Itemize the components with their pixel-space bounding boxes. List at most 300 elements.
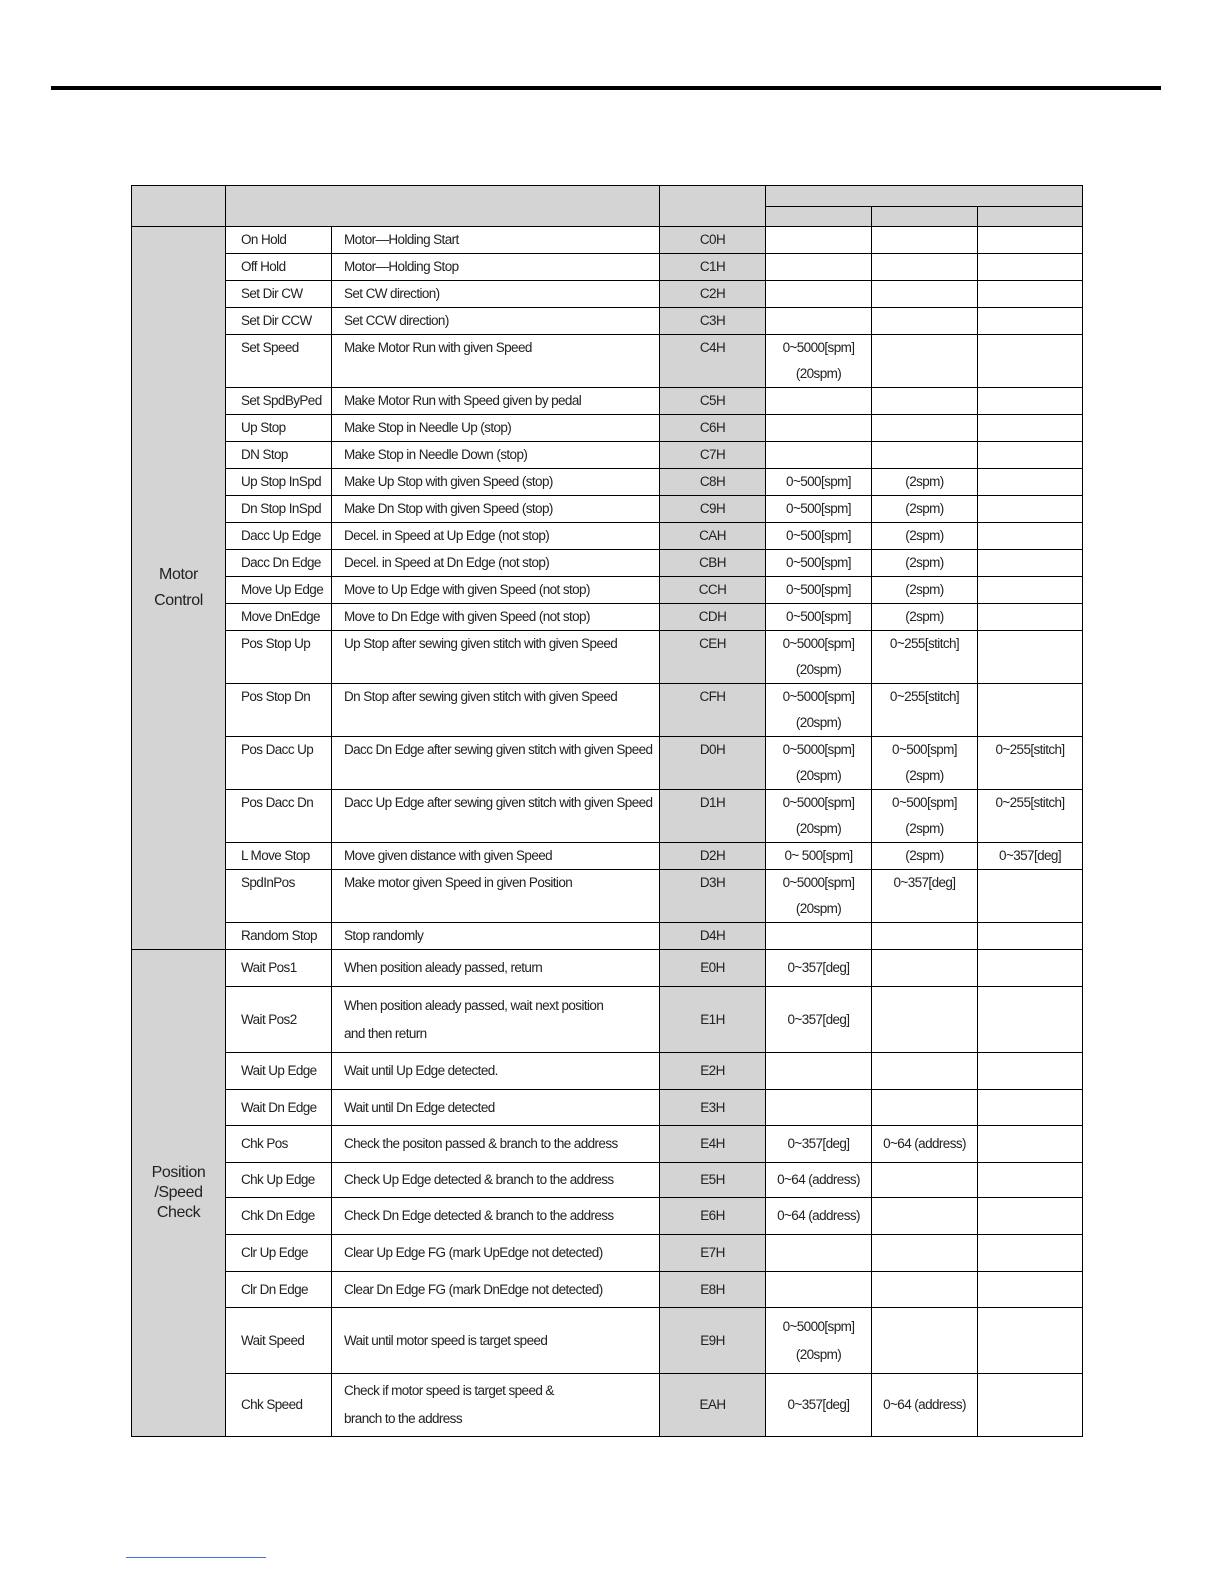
table-row: [132, 496, 1083, 523]
param1-value: 0~500[spm]: [786, 609, 851, 624]
header-cell-code: [660, 186, 766, 227]
param1-cell: [766, 923, 872, 950]
table-row: [132, 1163, 1083, 1198]
description-line: Check the positon passed & branch to the address: [344, 1136, 618, 1151]
param3-cell: [978, 737, 1083, 790]
table-row: [132, 790, 1083, 843]
description-line: Clear Dn Edge FG (mark DnEdge not detected): [344, 1281, 603, 1297]
param3-cell: [978, 442, 1083, 469]
command-code: D3H: [660, 870, 766, 923]
param3-cell: [978, 1090, 1083, 1126]
param2-cell: [872, 987, 978, 1053]
table-row: [132, 1374, 1083, 1437]
param3-cell: [978, 335, 1083, 388]
table-header-row: [132, 186, 1083, 207]
command-code: E7H: [660, 1235, 766, 1272]
command-name: Pos Stop Up: [226, 631, 332, 684]
param3-cell: [978, 987, 1083, 1053]
param1-cell: [766, 604, 872, 631]
command-code: D4H: [660, 923, 766, 950]
description-line: Check Up Edge detected & branch to the address: [344, 1172, 614, 1187]
param1-cell: [766, 1163, 872, 1198]
param1-cell: [766, 631, 872, 684]
param3-cell: [978, 1126, 1083, 1163]
param1-cell: [766, 684, 872, 737]
table-row: [132, 737, 1083, 790]
param2-cell: [872, 1272, 978, 1308]
table-row: [132, 604, 1083, 631]
command-code: EAH: [660, 1374, 766, 1437]
param1-value: 0~ 500[spm]: [784, 848, 853, 863]
table-row: [132, 281, 1083, 308]
param1-cell: [766, 950, 872, 987]
description-line: branch to the address: [344, 1411, 462, 1426]
command-description: [332, 1090, 660, 1126]
param1-cell: [766, 523, 872, 550]
param2-cell: [872, 227, 978, 254]
description-line: Clear Up Edge FG (mark UpEdge not detected): [344, 1245, 603, 1260]
description-line: Wait until motor speed is target speed: [344, 1332, 548, 1348]
param2-value: 0~500[spm]: [892, 795, 957, 810]
header-cell-param2: [872, 207, 978, 227]
motor-control-section: [132, 227, 1083, 950]
param1-cell: [766, 227, 872, 254]
param3-cell: [978, 843, 1083, 870]
command-name: Dacc Up Edge: [226, 523, 332, 550]
param2-value: (2spm): [905, 848, 944, 863]
table-row: [132, 254, 1083, 281]
table-row: [132, 469, 1083, 496]
param1-cell: [766, 1198, 872, 1235]
command-description: Up Stop after sewing given stitch with given Speed: [332, 631, 660, 684]
param3-cell: [978, 388, 1083, 415]
command-code: CFH: [660, 684, 766, 737]
param3-cell: [978, 523, 1083, 550]
param1-value: 0~5000[spm]: [782, 795, 855, 810]
param1-value: 0~5000[spm]: [782, 742, 855, 757]
param2-value: (2spm): [905, 609, 944, 624]
command-description: Make Stop in Needle Up (stop): [332, 415, 660, 442]
param1-cell: [766, 335, 872, 388]
command-code: C1H: [660, 254, 766, 281]
command-name: Wait Pos2: [226, 987, 332, 1053]
param3-cell: [978, 550, 1083, 577]
command-description: [332, 1272, 660, 1308]
command-code: E5H: [660, 1163, 766, 1198]
command-description: [332, 1235, 660, 1272]
command-description: Make Up Stop with given Speed (stop): [332, 469, 660, 496]
table-row: [132, 1272, 1083, 1308]
param1-value: 0~500[spm]: [786, 528, 851, 543]
table-row: [132, 987, 1083, 1053]
param1-cell: [766, 843, 872, 870]
command-name: Set Dir CCW: [226, 308, 332, 335]
param1-cell: [766, 1053, 872, 1090]
table-row: [132, 523, 1083, 550]
param1-cell: [766, 415, 872, 442]
param1-value: 0~500[spm]: [786, 582, 851, 597]
table-row: [132, 684, 1083, 737]
command-code: CEH: [660, 631, 766, 684]
param1-cell: [766, 1374, 872, 1437]
param3-cell: [978, 254, 1083, 281]
command-description: Dacc Up Edge after sewing given stitch with given Speed: [332, 790, 660, 843]
param2-value: (2spm): [905, 555, 944, 570]
param1-cell: [766, 442, 872, 469]
param3-cell: [978, 870, 1083, 923]
param2-cell: [872, 790, 978, 843]
command-description: Decel. in Speed at Dn Edge (not stop): [332, 550, 660, 577]
header-cell-parameters: [766, 186, 1083, 207]
command-name: Wait Up Edge: [226, 1053, 332, 1090]
param1-step: (20spm): [795, 768, 842, 783]
param2-cell: [872, 604, 978, 631]
param2-cell: [872, 631, 978, 684]
command-description: Move given distance with given Speed: [332, 843, 660, 870]
param1-cell: [766, 281, 872, 308]
command-code: E3H: [660, 1090, 766, 1126]
header-cell-command: [226, 186, 660, 227]
param1-value: 0~64 (address): [777, 1172, 860, 1187]
command-name: Chk Pos: [226, 1126, 332, 1163]
command-name: Pos Dacc Up: [226, 737, 332, 790]
param3-cell: [978, 1374, 1083, 1437]
param1-cell: [766, 870, 872, 923]
command-description: Decel. in Speed at Up Edge (not stop): [332, 523, 660, 550]
command-description: Move to Up Edge with given Speed (not stop): [332, 577, 660, 604]
param3-cell: [978, 1235, 1083, 1272]
command-description: Set CCW direction): [332, 308, 660, 335]
group-label: Position: [151, 1164, 206, 1181]
param3-cell: [978, 308, 1083, 335]
command-code: CAH: [660, 523, 766, 550]
command-code: C6H: [660, 415, 766, 442]
command-code: D2H: [660, 843, 766, 870]
param1-step: (20spm): [795, 366, 842, 381]
command-code: CDH: [660, 604, 766, 631]
table-row: [132, 631, 1083, 684]
param2-cell: [872, 950, 978, 987]
param2-cell: [872, 1308, 978, 1374]
table-row: [132, 335, 1083, 388]
command-name: Pos Stop Dn: [226, 684, 332, 737]
command-description: [332, 1163, 660, 1198]
param1-value: 0~357[deg]: [787, 960, 850, 975]
command-description: [332, 1198, 660, 1235]
param1-cell: [766, 987, 872, 1053]
param2-cell: [872, 254, 978, 281]
command-description: Make Dn Stop with given Speed (stop): [332, 496, 660, 523]
param2-cell: [872, 1053, 978, 1090]
param2-value: 0~255[stitch]: [889, 689, 960, 704]
command-name: Wait Speed: [226, 1308, 332, 1374]
command-code: E4H: [660, 1126, 766, 1163]
param1-cell: [766, 254, 872, 281]
header-cell-param3: [978, 207, 1083, 227]
param2-value: (2spm): [905, 501, 944, 516]
command-code: CBH: [660, 550, 766, 577]
command-name: Chk Up Edge: [226, 1163, 332, 1198]
param1-value: 0~64 (address): [777, 1208, 860, 1223]
param1-step: (20spm): [795, 821, 842, 836]
param3-cell: [978, 1163, 1083, 1198]
table-row: [132, 923, 1083, 950]
footer-link-underline: [126, 1557, 266, 1558]
param1-step: (20spm): [795, 715, 842, 730]
param1-cell: [766, 737, 872, 790]
command-description: Set CW direction): [332, 281, 660, 308]
command-code: E0H: [660, 950, 766, 987]
command-code: CCH: [660, 577, 766, 604]
param2-cell: [872, 870, 978, 923]
table-row: [132, 1053, 1083, 1090]
param1-step: (20spm): [795, 1346, 842, 1362]
command-description: Make Motor Run with given Speed: [332, 335, 660, 388]
command-name: Random Stop: [226, 923, 332, 950]
param2-step: (2spm): [905, 821, 944, 836]
param2-cell: [872, 843, 978, 870]
table-row: [132, 550, 1083, 577]
param1-cell: [766, 1126, 872, 1163]
command-name: Pos Dacc Dn: [226, 790, 332, 843]
param2-cell: [872, 1374, 978, 1437]
param2-value: 0~255[stitch]: [889, 636, 960, 651]
table-row: [132, 1198, 1083, 1235]
header-cell-param1: [766, 207, 872, 227]
param1-value: 0~357[deg]: [787, 1397, 850, 1412]
param1-value: 0~500[spm]: [786, 555, 851, 570]
param2-value: 0~64 (address): [883, 1397, 966, 1412]
description-line: When position aleady passed, return: [344, 960, 543, 975]
command-description: Motor—Holding Start: [332, 227, 660, 254]
param2-cell: [872, 523, 978, 550]
param2-value: 0~357[deg]: [893, 875, 956, 890]
position-speed-section: [132, 950, 1083, 1437]
param1-value: 0~5000[spm]: [782, 1318, 855, 1334]
param2-step: (2spm): [905, 768, 944, 783]
command-code: C8H: [660, 469, 766, 496]
command-name: Chk Dn Edge: [226, 1198, 332, 1235]
command-name: Clr Dn Edge: [226, 1272, 332, 1308]
param1-cell: [766, 388, 872, 415]
command-name: DN Stop: [226, 442, 332, 469]
param3-cell: [978, 469, 1083, 496]
description-line: Check Dn Edge detected & branch to the address: [344, 1208, 614, 1223]
command-description: [332, 987, 660, 1053]
param3-value: 0~255[stitch]: [995, 795, 1065, 810]
param3-cell: [978, 604, 1083, 631]
table-row: [132, 415, 1083, 442]
param3-cell: [978, 1272, 1083, 1308]
command-code: E9H: [660, 1308, 766, 1374]
table-row: [132, 1235, 1083, 1272]
param2-cell: [872, 1126, 978, 1163]
param2-cell: [872, 1198, 978, 1235]
command-code: C3H: [660, 308, 766, 335]
param1-value: 0~357[deg]: [787, 1136, 850, 1151]
command-name: Dn Stop InSpd: [226, 496, 332, 523]
param1-cell: [766, 1235, 872, 1272]
param3-cell: [978, 227, 1083, 254]
param2-cell: [872, 281, 978, 308]
group-position-speed-check: [132, 950, 226, 1437]
description-line: Wait until Up Edge detected.: [344, 1063, 498, 1078]
param2-cell: [872, 1163, 978, 1198]
param3-cell: [978, 496, 1083, 523]
top-rule: [51, 86, 1161, 90]
table-row: [132, 308, 1083, 335]
command-description: Make Motor Run with Speed given by pedal: [332, 388, 660, 415]
command-name: On Hold: [226, 227, 332, 254]
param3-cell: [978, 1308, 1083, 1374]
command-code: E6H: [660, 1198, 766, 1235]
command-description: [332, 1126, 660, 1163]
command-description: Dacc Dn Edge after sewing given stitch with given Speed: [332, 737, 660, 790]
param1-value: 0~5000[spm]: [782, 875, 855, 890]
param1-value: 0~357[deg]: [787, 1011, 850, 1027]
param3-cell: [978, 950, 1083, 987]
command-name: Wait Dn Edge: [226, 1090, 332, 1126]
param2-cell: [872, 442, 978, 469]
param3-cell: [978, 281, 1083, 308]
command-name: Chk Speed: [226, 1374, 332, 1437]
param3-cell: [978, 577, 1083, 604]
command-code: C9H: [660, 496, 766, 523]
param2-cell: [872, 577, 978, 604]
table-row: [132, 843, 1083, 870]
table-row: [132, 1126, 1083, 1163]
table-row: [132, 1090, 1083, 1126]
command-code: E1H: [660, 987, 766, 1053]
command-code: C7H: [660, 442, 766, 469]
param3-cell: [978, 923, 1083, 950]
param1-cell: [766, 469, 872, 496]
table-row: [132, 870, 1083, 923]
param2-cell: [872, 496, 978, 523]
table-row: [132, 950, 1083, 987]
command-description: [332, 1053, 660, 1090]
param2-value: (2spm): [905, 474, 944, 489]
param3-cell: [978, 1198, 1083, 1235]
param2-value: 0~64 (address): [883, 1136, 966, 1151]
param3-cell: [978, 415, 1083, 442]
param1-value: 0~500[spm]: [786, 474, 851, 489]
param1-step: (20spm): [795, 662, 842, 677]
command-name: Set SpdByPed: [226, 388, 332, 415]
param1-cell: [766, 1308, 872, 1374]
param2-cell: [872, 335, 978, 388]
command-name: Dacc Dn Edge: [226, 550, 332, 577]
param2-cell: [872, 1090, 978, 1126]
command-name: Up Stop InSpd: [226, 469, 332, 496]
param1-cell: [766, 1090, 872, 1126]
command-name: SpdInPos: [226, 870, 332, 923]
group-motor-control: [132, 227, 226, 950]
command-code: C0H: [660, 227, 766, 254]
param1-value: 0~500[spm]: [786, 501, 851, 516]
command-name: Off Hold: [226, 254, 332, 281]
param1-cell: [766, 577, 872, 604]
command-name: Move DnEdge: [226, 604, 332, 631]
param1-cell: [766, 308, 872, 335]
param1-value: 0~5000[spm]: [782, 340, 855, 355]
param2-value: (2spm): [905, 582, 944, 597]
description-line: Check if motor speed is target speed &: [344, 1383, 554, 1398]
param1-cell: [766, 1272, 872, 1308]
param2-value: (2spm): [905, 528, 944, 543]
param3-value: 0~357[deg]: [999, 848, 1061, 863]
param1-value: 0~5000[spm]: [782, 636, 855, 651]
command-description: [332, 1374, 660, 1437]
param1-cell: [766, 496, 872, 523]
command-description: Make motor given Speed in given Position: [332, 870, 660, 923]
param2-cell: [872, 308, 978, 335]
param1-step: (20spm): [795, 901, 842, 916]
param2-cell: [872, 469, 978, 496]
param1-value: 0~5000[spm]: [782, 689, 855, 704]
command-code: C2H: [660, 281, 766, 308]
header-cell-group: [132, 186, 226, 227]
param2-cell: [872, 550, 978, 577]
param2-cell: [872, 415, 978, 442]
group-label: Check: [156, 1204, 201, 1221]
group-label: Control: [154, 592, 203, 609]
description-line: When position aleady passed, wait next position: [344, 997, 604, 1013]
command-name: L Move Stop: [226, 843, 332, 870]
command-description: Motor—Holding Stop: [332, 254, 660, 281]
param3-value: 0~255[stitch]: [995, 742, 1065, 757]
param2-cell: [872, 388, 978, 415]
param2-value: 0~500[spm]: [892, 742, 957, 757]
param3-cell: [978, 1053, 1083, 1090]
command-name: Move Up Edge: [226, 577, 332, 604]
table-row: [132, 388, 1083, 415]
group-label: /Speed: [154, 1184, 203, 1201]
command-description: Make Stop in Needle Down (stop): [332, 442, 660, 469]
command-code: E2H: [660, 1053, 766, 1090]
param1-cell: [766, 790, 872, 843]
command-table: [131, 185, 1083, 1437]
table-row: [132, 577, 1083, 604]
command-name: Clr Up Edge: [226, 1235, 332, 1272]
command-code: E8H: [660, 1272, 766, 1308]
param3-cell: [978, 631, 1083, 684]
table-row: [132, 442, 1083, 469]
param3-cell: [978, 790, 1083, 843]
command-description: Dn Stop after sewing given stitch with given Speed: [332, 684, 660, 737]
param2-cell: [872, 923, 978, 950]
command-code: C4H: [660, 335, 766, 388]
command-name: Up Stop: [226, 415, 332, 442]
param2-cell: [872, 1235, 978, 1272]
command-description: Move to Dn Edge with given Speed (not stop): [332, 604, 660, 631]
command-name: Wait Pos1: [226, 950, 332, 987]
command-description: [332, 950, 660, 987]
command-name: Set Dir CW: [226, 281, 332, 308]
param2-cell: [872, 684, 978, 737]
command-code: D0H: [660, 737, 766, 790]
command-name: Set Speed: [226, 335, 332, 388]
table-row: [132, 227, 1083, 254]
command-description: Stop randomly: [332, 923, 660, 950]
table-row: [132, 1308, 1083, 1374]
group-label: Motor: [159, 566, 198, 583]
param3-cell: [978, 684, 1083, 737]
param1-cell: [766, 550, 872, 577]
description-line: Wait until Dn Edge detected: [344, 1099, 495, 1115]
description-line: and then return: [344, 1025, 427, 1041]
command-description: [332, 1308, 660, 1374]
